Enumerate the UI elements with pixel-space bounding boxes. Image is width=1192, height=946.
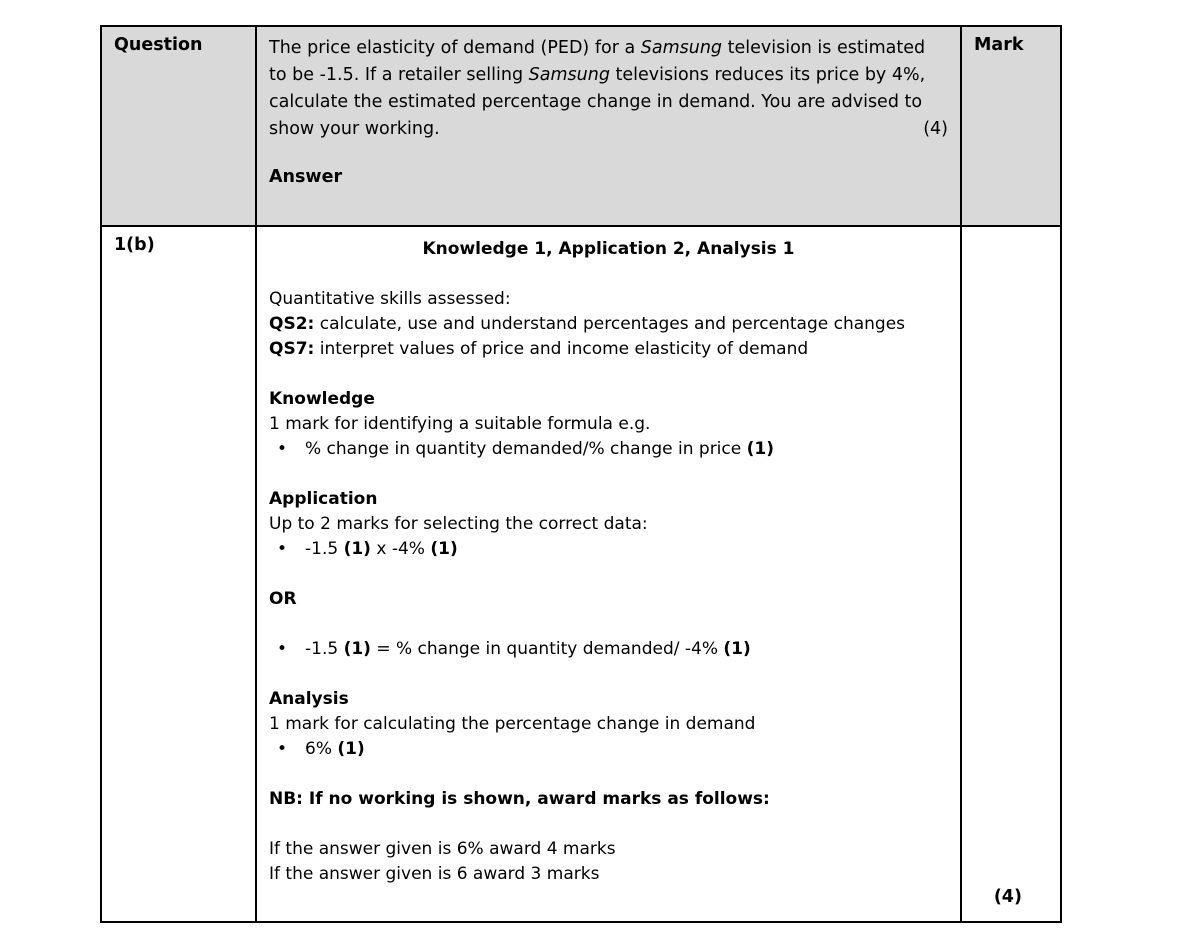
text-segment: (1) xyxy=(343,539,371,559)
text-segment: NB: If no working is shown, award marks as follows: xyxy=(269,789,770,809)
answer-block xyxy=(269,287,948,362)
answer-label: Answer xyxy=(269,167,343,187)
text-segment: 1 mark for calculating the percentage change in demand xyxy=(269,714,756,734)
text-line xyxy=(269,587,948,612)
text-line xyxy=(269,412,948,437)
text-segment: x -4% xyxy=(370,539,431,559)
text-line xyxy=(269,387,948,412)
text-segment: interpret values of price and income elasticity of demand xyxy=(314,339,809,359)
text-segment: (1) xyxy=(430,539,458,559)
text-segment: Quantitative skills assessed: xyxy=(269,289,511,309)
text-segment: Up to 2 marks for selecting the correct data: xyxy=(269,514,648,534)
answer-block xyxy=(269,837,948,887)
text-line xyxy=(269,512,948,537)
text-segment: (1) xyxy=(337,739,365,759)
text-segment: 1 mark for identifying a suitable formula e.g. xyxy=(269,414,651,434)
bullet-icon: • xyxy=(277,739,288,759)
text-segment: QS7: xyxy=(269,339,315,359)
answer-block xyxy=(269,687,948,762)
text-segment: Analysis xyxy=(269,689,349,709)
text-segment: If the answer given is 6 award 3 marks xyxy=(269,864,600,884)
text-line xyxy=(269,687,948,712)
question-label-cell xyxy=(101,26,256,226)
question-marks: (4) xyxy=(923,119,948,139)
question-segment: The price elasticity of demand (PED) for a xyxy=(269,38,641,58)
text-line xyxy=(269,487,948,512)
question-number: 1(b) xyxy=(114,235,155,255)
bullet-icon: • xyxy=(277,439,288,459)
text-segment: Knowledge 1, Application 2, Analysis 1 xyxy=(422,239,795,259)
bullet-line xyxy=(269,737,948,762)
text-segment: -1.5 xyxy=(305,539,344,559)
text-segment: % change in quantity demanded/% change in price xyxy=(305,439,747,459)
bullet-icon: • xyxy=(277,639,288,659)
text-segment: 6% xyxy=(305,739,338,759)
text-line xyxy=(269,312,948,337)
bullet-line xyxy=(269,537,948,562)
answer-block xyxy=(269,387,948,462)
mark-label-cell xyxy=(961,26,1061,226)
text-line xyxy=(269,837,948,862)
question-segment: televisions reduces its price by 4%, calculate the estimated percentage change in demand. You are advised to show your working. xyxy=(269,65,926,139)
answer-block xyxy=(269,637,948,662)
text-segment: -1.5 xyxy=(305,639,344,659)
text-segment: OR xyxy=(269,589,297,609)
table-header-row xyxy=(101,26,1061,226)
question-segment: television is estimated to be -1.5. If a retailer selling xyxy=(269,38,926,85)
answer-block xyxy=(269,587,948,612)
text-segment: Application xyxy=(269,489,378,509)
text-line xyxy=(269,287,948,312)
question-segment-italic: Samsung xyxy=(528,65,610,85)
text-segment: (1) xyxy=(723,639,751,659)
text-segment: = % change in quantity demanded/ -4% xyxy=(370,639,724,659)
text-line xyxy=(269,787,948,812)
question-text-cell xyxy=(256,26,961,226)
answer-cell xyxy=(256,226,961,922)
text-segment: (1) xyxy=(746,439,774,459)
question-column-header: Question xyxy=(114,35,203,55)
text-segment: calculate, use and understand percentages and percentage changes xyxy=(314,314,906,334)
mark-scheme-table xyxy=(100,25,1062,923)
mark-column-header: Mark xyxy=(974,35,1024,55)
bullet-icon: • xyxy=(277,539,288,559)
text-line xyxy=(269,337,948,362)
text-segment: QS2: xyxy=(269,314,315,334)
text-line xyxy=(269,712,948,737)
text-segment: (1) xyxy=(343,639,371,659)
table-body-row xyxy=(101,226,1061,922)
bullet-line xyxy=(269,437,948,462)
answer-block xyxy=(269,487,948,562)
answer-block xyxy=(269,787,948,812)
text-segment: If the answer given is 6% award 4 marks xyxy=(269,839,616,859)
mark-value: (4) xyxy=(993,887,1022,907)
question-text xyxy=(269,35,948,143)
text-segment: Knowledge xyxy=(269,389,375,409)
answer-content xyxy=(269,237,948,887)
text-line xyxy=(269,237,948,262)
question-number-cell xyxy=(101,226,256,922)
question-segment-italic: Samsung xyxy=(640,38,723,58)
answer-block xyxy=(269,237,948,262)
bullet-line xyxy=(269,637,948,662)
mark-value-cell xyxy=(961,226,1061,922)
text-line xyxy=(269,862,948,887)
